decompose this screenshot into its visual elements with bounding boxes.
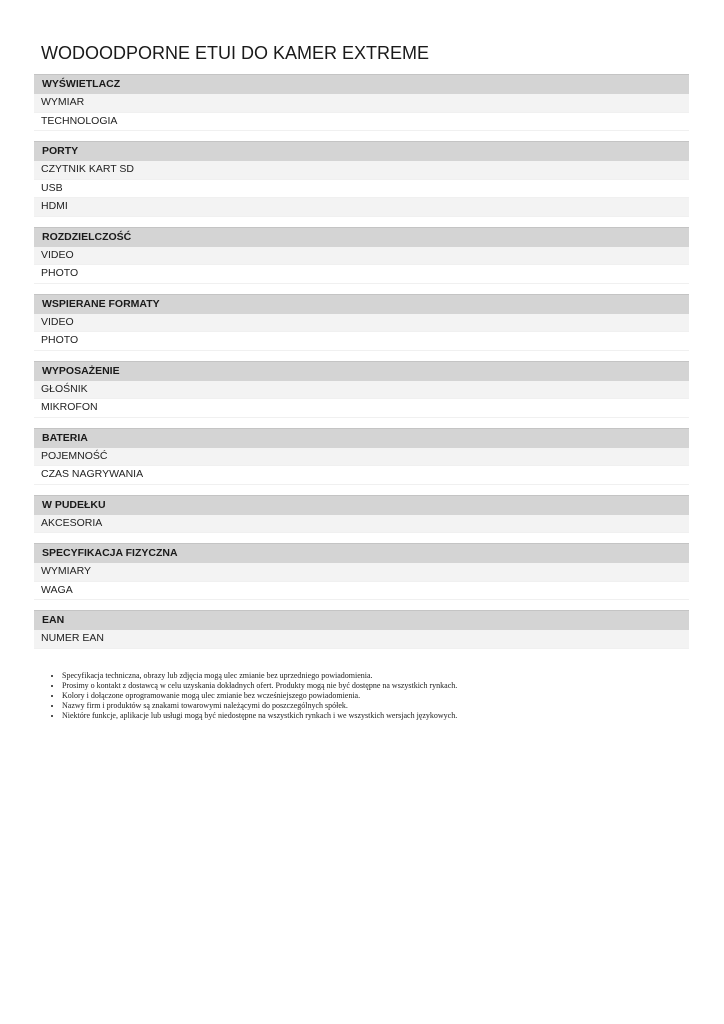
section-wyswietlacz bbox=[34, 74, 689, 131]
spec-row: VIDEO bbox=[34, 247, 689, 266]
section-porty bbox=[34, 141, 689, 217]
disclaimer-item: • Specyfikacja techniczna, obrazy lub zdjęcia mogą ulec zmianie bez uprzedniego powiadomienia. bbox=[62, 671, 689, 681]
spec-row: POJEMNOŚĆ bbox=[34, 448, 689, 467]
section-w-pudelku bbox=[34, 495, 689, 534]
spec-row: WYMIAR bbox=[34, 94, 689, 113]
spec-row: NUMER EAN bbox=[34, 630, 689, 649]
section-header: EAN bbox=[34, 610, 689, 630]
spec-row: AKCESORIA bbox=[34, 515, 689, 534]
spec-row: USB bbox=[34, 180, 689, 199]
spec-row: VIDEO bbox=[34, 314, 689, 333]
section-header: SPECYFIKACJA FIZYCZNA bbox=[34, 543, 689, 563]
section-header: BATERIA bbox=[34, 428, 689, 448]
spec-sheet bbox=[34, 0, 689, 721]
disclaimer-item: • Kolory i dołączone oprogramowanie mogą ulec zmianie bez wcześniejszego powiadomienia. bbox=[62, 691, 689, 701]
spec-row: CZAS NAGRYWANIA bbox=[34, 466, 689, 485]
spec-row: WYMIARY bbox=[34, 563, 689, 582]
spec-row: GŁOŚNIK bbox=[34, 381, 689, 400]
section-ean bbox=[34, 610, 689, 649]
disclaimer-item: • Niektóre funkcje, aplikacje lub usługi mogą być niedostępne na wszystkich rynkach i we wszystkich wersjach językowych. bbox=[62, 711, 689, 721]
spec-sections bbox=[34, 74, 689, 649]
disclaimer-list bbox=[34, 671, 689, 721]
spec-row: PHOTO bbox=[34, 265, 689, 284]
disclaimer-item: • Nazwy firm i produktów są znakami towarowymi należącymi do poszczególnych spółek. bbox=[62, 701, 689, 711]
section-header: WYPOSAŻENIE bbox=[34, 361, 689, 381]
page-title: WODOODPORNE ETUI DO KAMER EXTREME bbox=[41, 43, 430, 63]
section-header: PORTY bbox=[34, 141, 689, 161]
spec-row: PHOTO bbox=[34, 332, 689, 351]
section-bateria bbox=[34, 428, 689, 485]
section-header: WYŚWIETLACZ bbox=[34, 74, 689, 94]
spec-row: CZYTNIK KART SD bbox=[34, 161, 689, 180]
section-header: WSPIERANE FORMATY bbox=[34, 294, 689, 314]
section-rozdzielczosc bbox=[34, 227, 689, 284]
section-wyposazenie bbox=[34, 361, 689, 418]
section-header: ROZDZIELCZOŚĆ bbox=[34, 227, 689, 247]
section-specyfikacja-fizyczna bbox=[34, 543, 689, 600]
spec-row: WAGA bbox=[34, 582, 689, 601]
section-header: W PUDEŁKU bbox=[34, 495, 689, 515]
section-wspierane-formaty bbox=[34, 294, 689, 351]
disclaimer-item: • Prosimy o kontakt z dostawcą w celu uzyskania dokładnych ofert. Produkty mogą nie być dostępne na wszystkich rynkach. bbox=[62, 681, 689, 691]
spec-row: TECHNOLOGIA bbox=[34, 113, 689, 132]
spec-row: HDMI bbox=[34, 198, 689, 217]
spec-row: MIKROFON bbox=[34, 399, 689, 418]
